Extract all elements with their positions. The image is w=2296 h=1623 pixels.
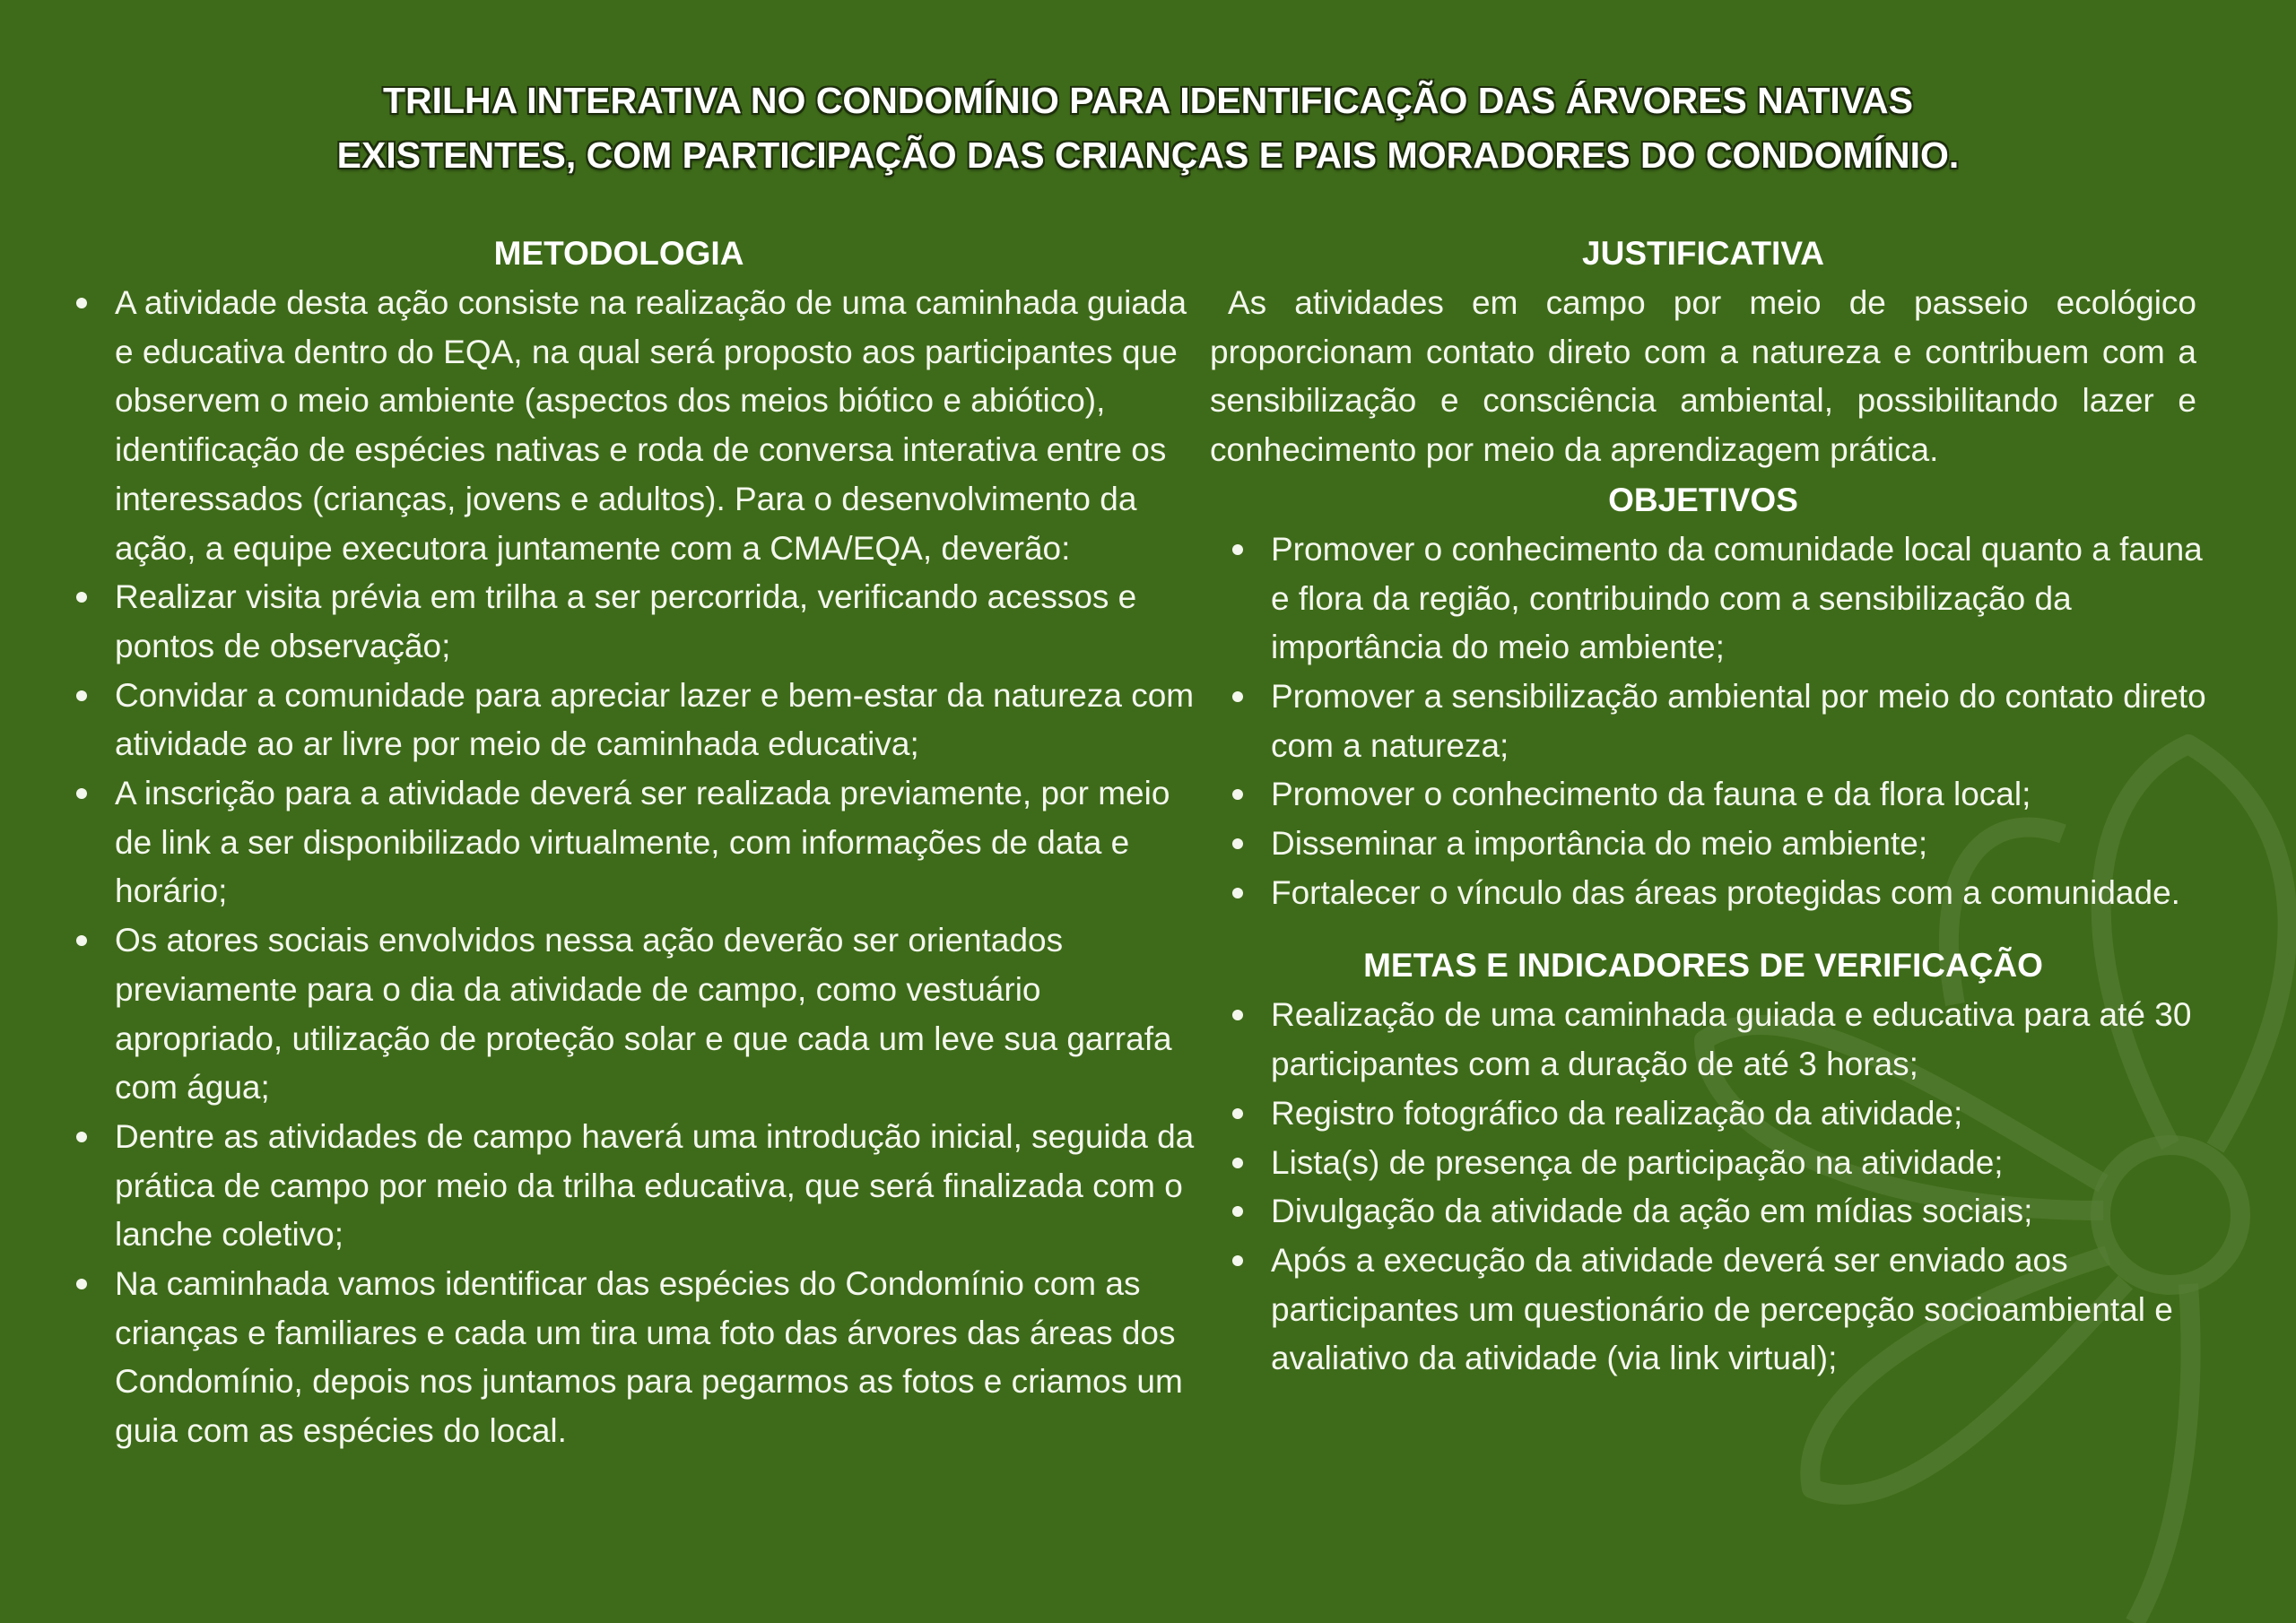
- title-line-2: EXISTENTES, COM PARTICIPAÇÃO DAS CRIANÇAS E PAIS MORADORES DO CONDOMÍNIO.: [336, 135, 1960, 176]
- list-item: Promover a sensibilização ambiental por meio do contato direto com a natureza;: [1210, 673, 2223, 770]
- list-item: Divulgação da atividade da ação em mídias sociais;: [1210, 1187, 2223, 1237]
- title-line-1: TRILHA INTERATIVA NO CONDOMÍNIO PARA IDENTIFICAÇÃO DAS ÁRVORES NATIVAS: [382, 80, 1914, 121]
- list-item: Convidar a comunidade para apreciar lazer e bem-estar da natureza com atividade ao ar livre por meio de caminhada educativa;: [63, 672, 1202, 769]
- list-item: Fortalecer o vínculo das áreas protegidas com a comunidade.: [1210, 869, 2223, 918]
- objetivos-list: [1210, 525, 2223, 918]
- list-item: A inscrição para a atividade deverá ser realizada previamente, por meio de link a ser disponibilizado virtualmente, com informações de data e horário;: [63, 769, 1202, 916]
- metas-list: [1210, 991, 2223, 1384]
- list-item: Promover o conhecimento da fauna e da flora local;: [1210, 770, 2223, 820]
- list-item: Disseminar a importância do meio ambiente;: [1210, 820, 2223, 869]
- page-title: [161, 74, 2135, 183]
- list-item: Após a execução da atividade deverá ser enviado aos participantes um questionário de percepção socioambiental e avaliativo da atividade (via link virtual);: [1210, 1237, 2223, 1384]
- section-spacer: [1210, 917, 2223, 941]
- metas-heading: METAS E INDICADORES DE VERIFICAÇÃO: [1363, 947, 2043, 985]
- metodologia-heading: METODOLOGIA: [493, 235, 744, 272]
- metodologia-section: [63, 229, 1202, 1456]
- list-item: Promover o conhecimento da comunidade local quanto a fauna e flora da região, contribuindo com a sensibilização da importância do meio ambiente;: [1210, 525, 2223, 673]
- objetivos-heading: OBJETIVOS: [1608, 481, 1798, 518]
- list-item: Realizar visita prévia em trilha a ser percorrida, verificando acessos e pontos de observação;: [63, 573, 1202, 671]
- list-item: Realização de uma caminhada guiada e educativa para até 30 participantes com a duração de até 3 horas;: [1210, 991, 2223, 1089]
- list-item: Registro fotográfico da realização da atividade;: [1210, 1089, 2223, 1139]
- metodologia-list: [63, 279, 1202, 1456]
- justificativa-heading: JUSTIFICATIVA: [1582, 235, 1824, 272]
- list-item: A atividade desta ação consiste na realização de uma caminhada guiada e educativa dentro do EQA, na qual será proposto aos participantes que observem o meio ambiente (aspectos dos meios biótico e abiótico), identificação de espécies nativas e roda de conversa interativa entre os interessados (crianças, jovens e adultos). Para o desenvolvimento da ação, a equipe executora juntamente com a CMA/EQA, deverão:: [63, 279, 1202, 573]
- list-item: Lista(s) de presença de participação na atividade;: [1210, 1139, 2223, 1188]
- list-item: Os atores sociais envolvidos nessa ação deverão ser orientados previamente para o dia da atividade de campo, como vestuário apropriado, utilização de proteção solar e que cada um leve sua garrafa com água;: [63, 916, 1202, 1113]
- justificativa-text: As atividades em campo por meio de passeio ecológico proporcionam contato direto com a natureza e contribuem com a sensibilização e consciência ambiental, possibilitando lazer e conhecimento por meio da aprendizagem prática.: [1210, 284, 2196, 469]
- list-item: Na caminhada vamos identificar das espécies do Condomínio com as crianças e familiares e cada um tira uma foto das árvores das áreas dos Condomínio, depois nos juntamos para pegarmos as fotos e criamos um guia com as espécies do local.: [63, 1260, 1202, 1456]
- list-item: Dentre as atividades de campo haverá uma introdução inicial, seguida da prática de campo por meio da trilha educativa, que será finalizada com o lanche coletivo;: [63, 1113, 1202, 1260]
- right-column: [1210, 229, 2223, 1384]
